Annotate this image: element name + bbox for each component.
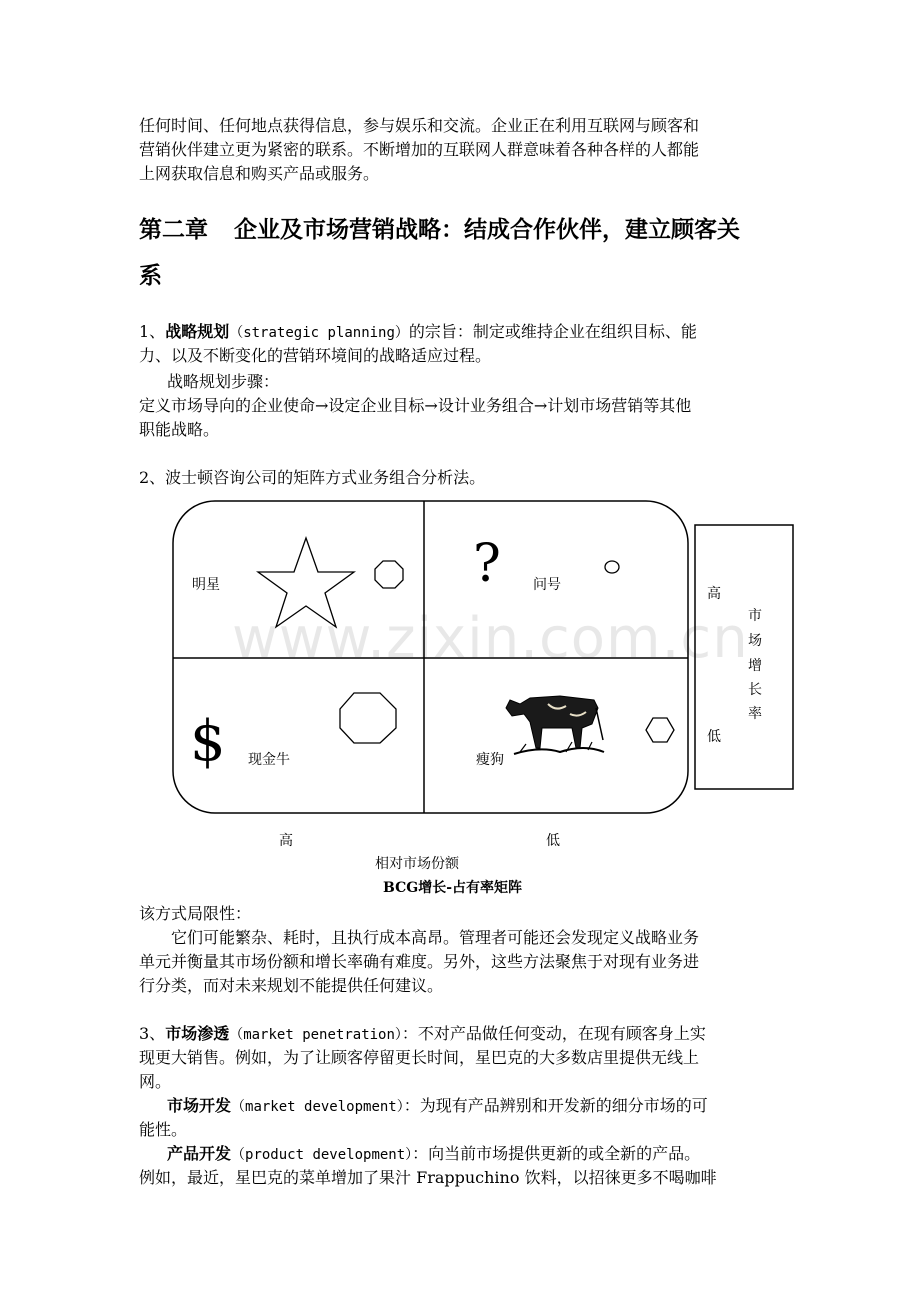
cashcow-label: 现金牛 bbox=[248, 752, 290, 768]
market-development-line-2: 能性。 bbox=[139, 1120, 188, 1139]
section1-term: 战略规划 bbox=[165, 322, 230, 341]
octagon-small-icon bbox=[375, 561, 403, 588]
product-development-english: （product development） bbox=[231, 1147, 413, 1163]
section1-number: 1、 bbox=[139, 322, 166, 341]
question-mark-icon: ? bbox=[473, 534, 501, 594]
section3-line-1 bbox=[139, 1022, 789, 1047]
product-development-line-1 bbox=[167, 1142, 789, 1167]
growth-axis-char-3: 增 bbox=[748, 658, 762, 674]
growth-high-label: 高 bbox=[707, 586, 721, 602]
question-label: 问号 bbox=[533, 577, 561, 593]
section3-english: （market penetration） bbox=[229, 1027, 402, 1043]
limitation-line-3: 行分类，而对未来规划不能提供任何建议。 bbox=[139, 976, 444, 995]
steps-line-2: 职能战略。 bbox=[139, 420, 220, 439]
chapter-title-line-1: 企业及市场营销战略：结成合作伙伴，建立顾客关 bbox=[234, 217, 740, 243]
section3-number: 3、 bbox=[139, 1024, 166, 1043]
share-low-label: 低 bbox=[546, 833, 560, 849]
intro-line-1: 任何时间、任何地点获得信息，参与娱乐和交流。企业正在利用互联网与顾客和 bbox=[139, 116, 700, 135]
limitation-label: 该方式局限性： bbox=[139, 904, 252, 923]
section1-rest: 的宗旨：制定或维持企业在组织目标、能 bbox=[408, 322, 697, 341]
section3-term: 市场渗透 bbox=[165, 1024, 230, 1043]
watermark: www.zixin.com.cn bbox=[232, 606, 749, 671]
cow-icon bbox=[506, 696, 604, 754]
dog-label: 瘦狗 bbox=[476, 752, 504, 768]
product-development-rest: ：向当前市场提供更新的或全新的产品。 bbox=[412, 1144, 701, 1163]
section1-english: （strategic planning） bbox=[229, 325, 409, 341]
market-development-rest: ：为现有产品辨别和开发新的细分市场的可 bbox=[403, 1096, 708, 1115]
growth-axis-char-5: 率 bbox=[748, 706, 762, 722]
dollar-icon: $ bbox=[190, 709, 226, 774]
section2-text: 2、波士顿咨询公司的矩阵方式业务组合分析法。 bbox=[139, 468, 486, 487]
section3-line-2: 现更大销售。例如，为了让顾客停留更长时间，星巴克的大多数店里提供无线上 bbox=[139, 1048, 700, 1067]
intro-line-2: 营销伙伴建立更为紧密的联系。不断增加的互联网人群意味着各种各样的人都能 bbox=[139, 140, 700, 159]
steps-label: 战略规划步骤： bbox=[167, 372, 280, 391]
circle-small-icon bbox=[605, 561, 619, 573]
share-axis-label: 相对市场份额 bbox=[375, 856, 459, 872]
market-development-line-1 bbox=[167, 1094, 789, 1119]
market-development-english: （market development） bbox=[231, 1099, 404, 1115]
product-development-line-2: 例如，最近，星巴克的菜单增加了果汁 Frappuchino 饮料，以招徕更多不喝咖啡 bbox=[139, 1168, 717, 1187]
limitation-line-2: 单元并衡量其市场份额和增长率确有难度。另外，这些方法聚焦于对现有业务进 bbox=[139, 952, 700, 971]
limitation-line-1: 它们可能繁杂、耗时，且执行成本高昂。管理者可能还会发现定义战略业务 bbox=[171, 928, 700, 947]
growth-axis-char-2: 场 bbox=[748, 633, 762, 649]
chapter-title-line-2: 系 bbox=[139, 263, 162, 289]
section3-line-3: 网。 bbox=[139, 1072, 172, 1091]
share-high-label: 高 bbox=[279, 833, 293, 849]
section1-line-2: 力、以及不断变化的营销环境间的战略适应过程。 bbox=[139, 346, 492, 365]
market-development-term: 市场开发 bbox=[167, 1096, 232, 1115]
growth-axis-char-1: 市 bbox=[748, 608, 762, 624]
matrix-caption: BCG增长-占有率矩阵 bbox=[383, 880, 523, 896]
hexagon-icon bbox=[646, 718, 674, 742]
steps-line-1: 定义市场导向的企业使命→设定企业目标→设计业务组合→计划市场营销等其他 bbox=[139, 396, 692, 415]
octagon-large-icon bbox=[340, 693, 396, 743]
intro-line-3: 上网获取信息和购买产品或服务。 bbox=[139, 164, 380, 183]
chapter-number: 第二章 bbox=[139, 217, 208, 243]
growth-axis-char-4: 长 bbox=[748, 682, 762, 698]
product-development-term: 产品开发 bbox=[167, 1144, 232, 1163]
growth-low-label: 低 bbox=[707, 729, 721, 745]
section3-rest: ：不对产品做任何变动，在现有顾客身上实 bbox=[401, 1024, 706, 1043]
star-label: 明星 bbox=[192, 577, 220, 593]
